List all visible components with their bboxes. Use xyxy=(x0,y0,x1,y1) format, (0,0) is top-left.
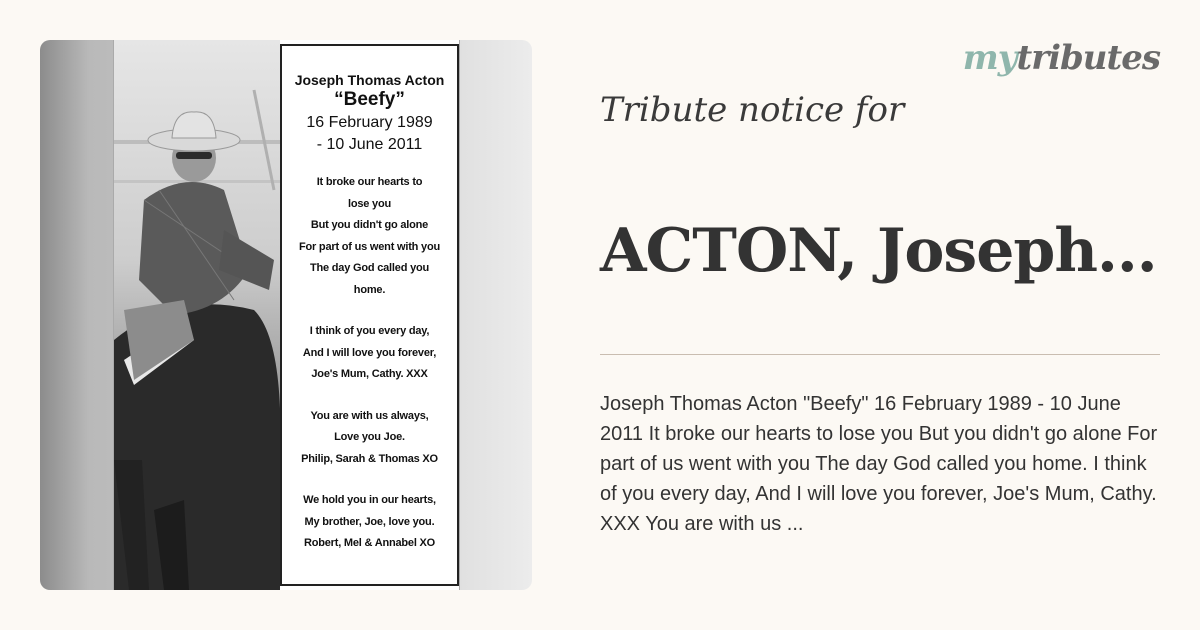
notice-image xyxy=(40,40,532,590)
verse-line: We hold you in our hearts, xyxy=(303,494,436,506)
verse-line: Love you Joe. xyxy=(334,431,405,443)
verse-line: And I will love you forever, xyxy=(302,346,437,359)
verse-line: Robert, Mel & Annabel XO xyxy=(303,537,436,549)
verse-line: I think of you every day, xyxy=(309,325,430,337)
tribute-excerpt: Joseph Thomas Acton "Beefy" 16 February 1989 - 10 June 2011 It broke our hearts to lose you But you didn't go alone For part of us went with you The day God called you home. I think of you every day, And I will love you forever, Joe's Mum, Cathy. XXX You are with us ... xyxy=(600,393,1158,535)
notice-text-panel xyxy=(280,44,459,586)
notice-dates-start: 16 February 1989 xyxy=(306,114,433,131)
cowboy-on-horse-photo xyxy=(114,40,280,590)
divider xyxy=(600,354,1160,355)
notice-stanza xyxy=(282,406,457,471)
notice-name: Joseph Thomas Acton xyxy=(294,72,445,88)
notice-stanza xyxy=(282,172,457,301)
verse-line: My brother, Joe, love you. xyxy=(304,515,435,528)
page-title: ACTON, Joseph... xyxy=(600,216,1157,286)
notice-stanza xyxy=(282,490,457,555)
memorial-photo xyxy=(114,40,280,590)
intro-heading: Tribute notice for xyxy=(600,90,905,130)
notice-nickname: “Beefy” xyxy=(334,89,405,110)
notice-verse xyxy=(282,172,457,555)
verse-line: You are with us always, xyxy=(310,409,429,422)
notice-heading xyxy=(282,70,457,156)
notice-scan xyxy=(113,40,460,590)
verse-line: It broke our hearts to xyxy=(316,176,423,188)
logo-tributes: tributes xyxy=(1016,38,1160,78)
verse-line: home. xyxy=(353,283,386,296)
verse-line: Philip, Sarah & Thomas XO xyxy=(301,452,438,465)
verse-line: But you didn't go alone xyxy=(310,219,429,231)
mytributes-logo xyxy=(963,38,1160,78)
verse-line: lose you xyxy=(347,197,392,210)
notice-stanza xyxy=(282,321,457,386)
verse-line: For part of us went with you xyxy=(298,240,441,253)
verse-line: The day God called you xyxy=(309,262,430,274)
logo-my: my xyxy=(962,38,1017,78)
notice-dates-end: - 10 June 2011 xyxy=(316,136,423,153)
verse-line: Joe's Mum, Cathy. XXX xyxy=(311,368,428,380)
